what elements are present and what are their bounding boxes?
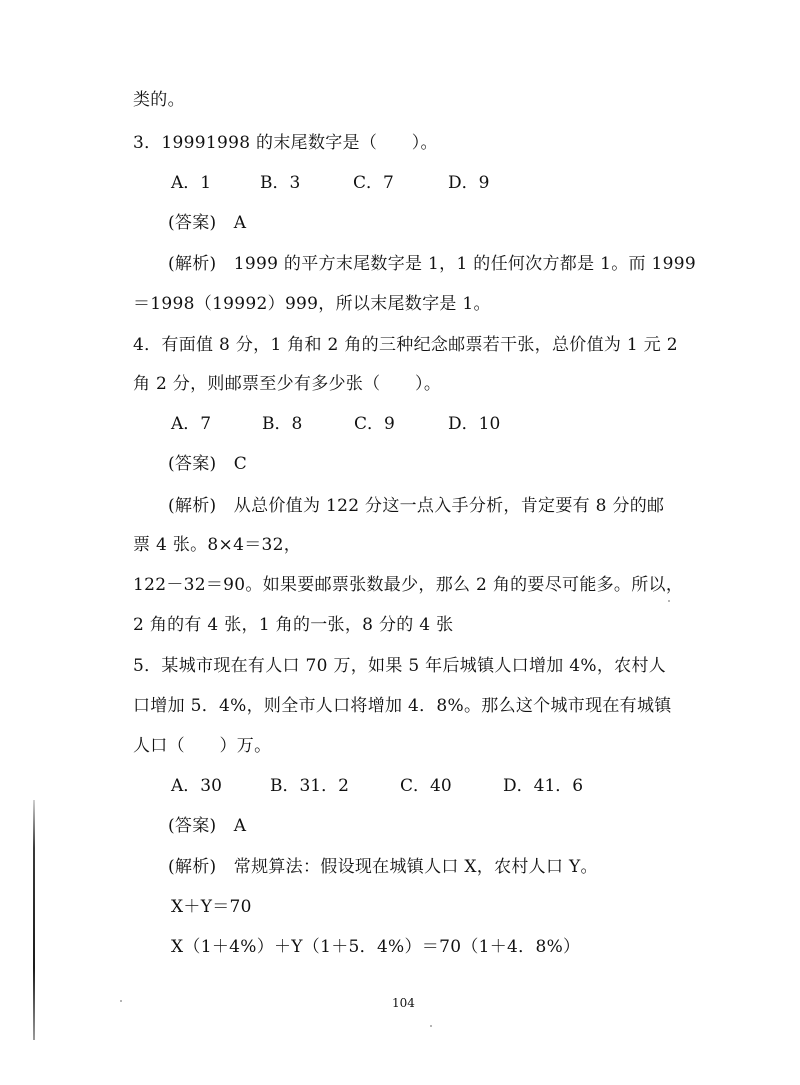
option-a: A．7 (171, 414, 212, 434)
scan-artifact (33, 800, 35, 1040)
question-4-cont: 角 2 分，则邮票至少有多少张（ ）。 (133, 374, 442, 394)
question-5: 5．某城市现在有人口 70 万，如果 5 年后城镇人口增加 4%，农村人 (133, 656, 667, 676)
page-number: 104 (392, 996, 415, 1010)
analysis-q4: (解析) 从总价值为 122 分这一点入手分析，肯定要有 8 分的邮 (168, 496, 665, 516)
scan-artifact (120, 1000, 122, 1002)
scan-artifact (668, 600, 670, 602)
analysis-q4-cont: 票 4 张。8×4＝32， (133, 535, 302, 555)
option-c: C．7 (353, 173, 394, 193)
answer-q4: (答案) C (168, 454, 248, 474)
question-4: 4．有面值 8 分，1 角和 2 角的三种纪念邮票若干张，总价值为 1 元 2 (133, 335, 678, 355)
option-b: B．31．2 (270, 776, 349, 796)
answer-q5: (答案) A (168, 816, 247, 836)
analysis-q5: (解析) 常规算法：假设现在城镇人口 X，农村人口 Y。 (168, 857, 598, 877)
option-b: B．3 (260, 173, 301, 193)
analysis-q4-cont: 2 角的有 4 张，1 角的一张，8 分的 4 张 (133, 615, 454, 635)
equation-1: X＋Y＝70 (171, 897, 252, 917)
option-a: A．1 (171, 173, 212, 193)
question-3: 3．19991998 的末尾数字是（ ）。 (133, 133, 438, 153)
scan-artifact (430, 1025, 432, 1027)
option-d: D．9 (448, 173, 490, 193)
answer-q3: (答案) A (168, 213, 247, 233)
option-b: B．8 (262, 414, 303, 434)
option-a: A．30 (171, 776, 222, 796)
option-d: D．10 (448, 414, 501, 434)
question-5-cont: 人口（ ）万。 (133, 736, 272, 756)
option-c: C．9 (354, 414, 395, 434)
question-5-cont: 口增加 5．4%，则全市人口将增加 4．8%。那么这个城市现在有城镇 (133, 696, 672, 716)
analysis-q3-cont: ＝1998（19992）999，所以末尾数字是 1。 (133, 294, 491, 314)
text-line: 类的。 (133, 90, 185, 110)
option-c: C．40 (400, 776, 452, 796)
analysis-q4-cont: 122－32＝90。如果要邮票张数最少，那么 2 角的要尽可能多。所以， (133, 575, 684, 595)
equation-2: X（1＋4%）＋Y（1＋5．4%）＝70（1＋4．8%） (171, 937, 581, 957)
analysis-q3: (解析) 1999 的平方末尾数字是 1，1 的任何次方都是 1。而 1999 (168, 254, 696, 274)
option-d: D．41．6 (503, 776, 584, 796)
